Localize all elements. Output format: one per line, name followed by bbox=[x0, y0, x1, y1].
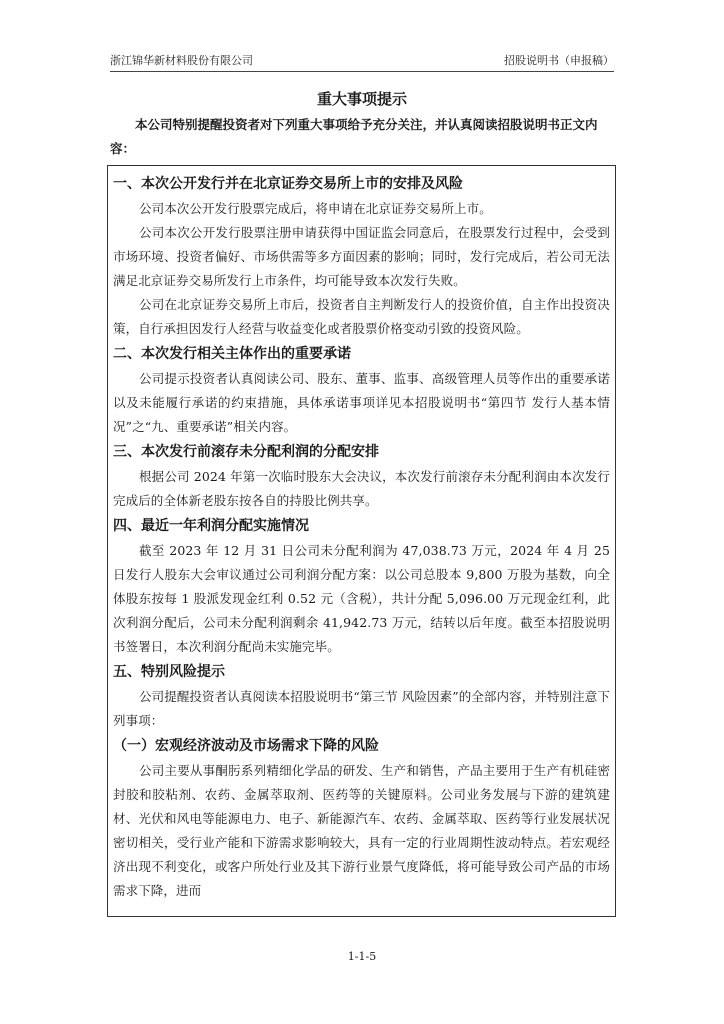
subsection-heading-1: （一）宏观经济波动及市场需求下降的风险 bbox=[113, 738, 379, 754]
paragraph: 截至 2023 年 12 月 31 日公司未分配利润为 47,038.73 万元，2024 年 4 月 25 日发行人股东大会审议通过公司利润分配方案：以公司总股本 9,800 万股为基数，向全体股东按每 1 股派发现金红利 0.52 元（含税），共计分配 5,096.00 万元现金红利，此次利润分配后，公司未分配利润剩余 41,942.73 万元，结转以后年度。截至本招股说明书签署日，本次利润分配尚未实施完毕。 bbox=[113, 543, 610, 654]
header-doc-title: 招股说明书（申报稿） bbox=[504, 54, 614, 67]
paragraph: 公司提示投资者认真阅读公司、股东、董事、监事、高级管理人员等作出的重要承诺以及未能履行承诺的约束措施，具体承诺事项详见本招股说明书“第四节 发行人基本情况”之“九、重要承诺”相关内容。 bbox=[113, 371, 610, 434]
paragraph: 根据公司 2024 年第一次临时股东大会决议，本次发行前滚存未分配利润由本次发行完成后的全体新老股东按各自的持股比例共享。 bbox=[113, 469, 610, 508]
paragraph: 公司主要从事酮肟系列精细化学品的研发、生产和销售，产品主要用于生产有机硅密封胶和胶粘剂、农药、金属萃取剂、医药等的关键原料。公司业务发展与下游的建筑建材、光伏和风电等能源电力、电子、新能源汽车、农药、金属萃取、医药等行业发展状况密切相关，受行业产能和下游需求影响较大，具有一定的行业周期性波动特点。若宏观经济出现不利变化，或客户所处行业及其下游行业景气度降低，将可能导致公司产品的市场需求下降，进而 bbox=[113, 763, 610, 898]
header-company: 浙江锦华新材料股份有限公司 bbox=[110, 54, 253, 67]
section-heading-3: 三、本次发行前滚存未分配利润的分配安排 bbox=[113, 444, 379, 460]
paragraph: 公司本次公开发行股票完成后，将申请在北京证券交易所上市。 bbox=[139, 201, 492, 216]
section-heading-2: 二、本次发行相关主体作出的重要承诺 bbox=[113, 346, 351, 362]
page-number: 1-1-5 bbox=[347, 950, 377, 963]
paragraph: 公司提醒投资者认真阅读本招股说明书“第三节 风险因素”的全部内容，并特别注意下列事项： bbox=[113, 689, 610, 728]
paragraph: 公司本次公开发行股票注册申请获得中国证监会同意后，在股票发行过程中，会受到市场环境、投资者偏好、市场供需等多方面因素的影响；同时，发行完成后，若公司无法满足北京证券交易所发行上市条件，均可能导致本次发行失败。 bbox=[113, 225, 610, 288]
notice-box bbox=[107, 165, 616, 917]
intro-text: 本公司特别提醒投资者对下列重大事项给予充分关注，并认真阅读招股说明书正文内容： bbox=[110, 117, 598, 156]
page-title: 重大事项提示 bbox=[316, 90, 407, 108]
page-header bbox=[110, 50, 614, 72]
paragraph: 公司在北京证券交易所上市后，投资者自主判断发行人的投资价值，自主作出投资决策，自行承担因发行人经营与收益变化或者股票价格变动引致的投资风险。 bbox=[113, 297, 610, 336]
section-heading-5: 五、特别风险提示 bbox=[113, 664, 225, 680]
section-heading-4: 四、最近一年利润分配实施情况 bbox=[113, 518, 309, 534]
section-heading-1: 一、本次公开发行并在北京证券交易所上市的安排及风险 bbox=[113, 176, 463, 192]
